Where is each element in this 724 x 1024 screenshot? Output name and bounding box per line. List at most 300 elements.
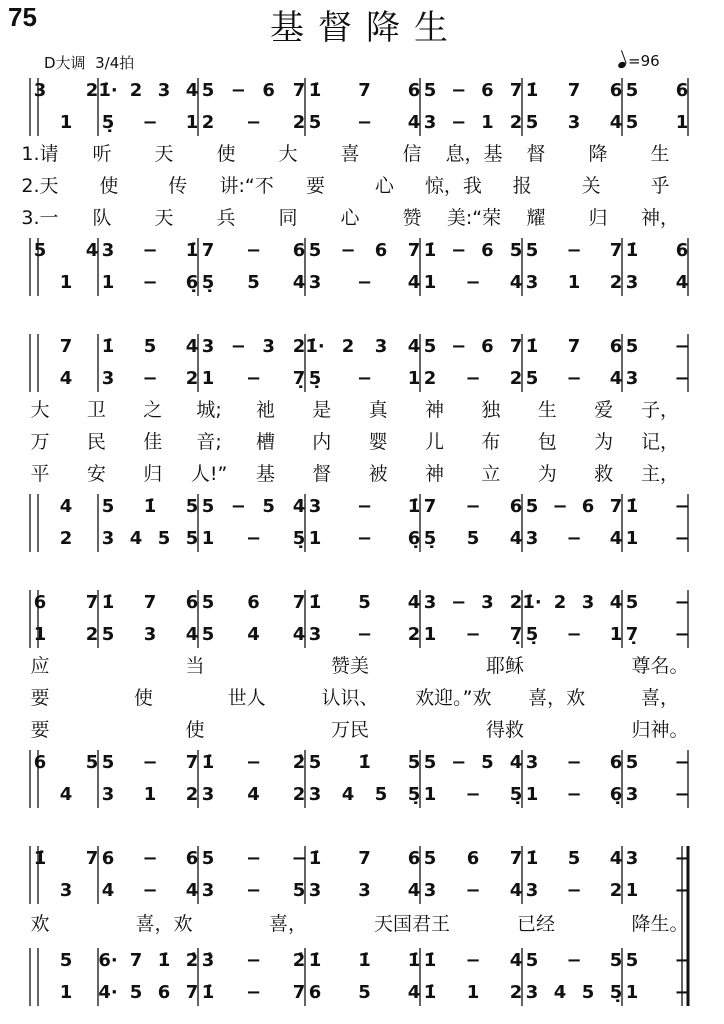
tenor-note: − [465,950,481,971]
soprano-note: 6 [675,80,689,101]
tenor-note: 1̇ [185,240,199,261]
lyric-word: 欢 [30,913,50,935]
tenor-note: 5 [33,240,47,261]
alto-note: 1 [185,112,199,133]
tenor-note: − [142,752,158,773]
tempo-value: =96 [628,52,660,70]
soprano-note: 7 [358,80,371,101]
soprano-note: 1̇ [525,80,539,101]
lyric-word: 喜， [268,913,308,935]
bass-note: − [356,528,373,549]
tenor-note: 1̇ [143,496,157,517]
lyric-word: 大 [30,399,50,421]
tenor-note: 6 [33,752,47,773]
soprano-note: 3 [33,80,47,101]
tenor-note: − [674,496,690,517]
lyric-word: 听 [92,143,112,165]
alto-note: − [451,112,467,133]
lyric-word: 被 [368,463,388,485]
alto-note: − [245,112,262,133]
bass-note: − [674,528,690,549]
tenor-note: − [674,752,690,773]
lyric-word: 民 [86,431,106,453]
tenor-note: 5 [609,950,623,971]
lyric-word: 赞 [402,207,422,229]
bass-note: 5 [129,982,143,1003]
alto-note: 4 [247,624,260,645]
lyric-word: 喜， [640,687,680,709]
lyric-word: 2.天 [21,175,59,197]
bass-note: 5 [247,272,260,293]
alto-note: 5 [308,112,322,133]
bass-note: 6̣ [609,784,623,805]
soprano-note: 1̇ [101,592,115,613]
tenor-note: 6 [292,240,306,261]
tenor-note: 1̇ [423,950,437,971]
tenor-note: 1̇ [201,752,215,773]
lyric-word: 救 [594,463,614,485]
tenor-note: 5 [525,496,539,517]
lyric-word: 兵 [216,207,236,229]
alto-note: − [566,368,582,389]
tenor-note: 5 [423,752,437,773]
soprano-note: − [291,848,307,869]
tenor-note: 1̇ [358,752,371,773]
alto-note: 2 [201,112,215,133]
alto-note: 5 [292,880,306,901]
soprano-note: 7 [358,848,371,869]
tenor-note: 6 [609,752,623,773]
bass-note: 1 [101,272,115,293]
bass-note: 4 [341,784,355,805]
soprano-note: 2 [553,592,567,613]
lyric-word: 尊名。 [631,655,689,677]
soprano-note: 3 [201,336,215,357]
bass-note: − [142,272,158,293]
lyric-word: 是 [312,399,332,421]
alto-note: 1 [675,112,689,133]
tenor-note: 7 [185,752,199,773]
soprano-note: 7 [292,80,306,101]
lyric-word: 万 [30,431,50,453]
alto-note: 5 [101,624,115,645]
bass-note: 1̇ [201,982,215,1003]
lyric-word: 城; [196,399,222,421]
alto-note: − [142,368,158,389]
soprano-note: − [230,80,246,101]
soprano-note: 7 [292,592,306,613]
alto-note: − [245,368,262,389]
soprano-note: 1̇ [33,848,47,869]
lyric-word: 真 [368,399,388,421]
tenor-note: 3 [101,240,115,261]
tenor-note: 7 [201,240,215,261]
lyric-word: 为 [594,431,614,453]
alto-note: − [465,368,481,389]
soprano-note: 1̇· [305,336,325,357]
tenor-note: 2̇ [292,950,306,971]
alto-note: − [566,880,582,901]
lyric-word: 主， [640,463,680,485]
soprano-note: 4 [407,336,421,357]
alto-note: 2 [407,624,421,645]
soprano-note: 1̇ [308,592,322,613]
alto-note: 2 [85,624,99,645]
bass-note: − [465,784,481,805]
alto-note: − [674,880,690,901]
soprano-note: 3 [157,80,171,101]
alto-note: 5 [201,624,215,645]
soprano-note: 5 [358,592,371,613]
soprano-note: 6 [481,336,494,357]
soprano-note: − [230,336,246,357]
lyric-word: 天国君王 [373,913,451,935]
soprano-note: 2 [85,80,99,101]
soprano-note: 1̇ [101,336,115,357]
tenor-note: 5 [509,240,523,261]
lyric-word: 婴 [368,431,388,453]
bass-note: 5 [581,982,595,1003]
soprano-note: 4 [185,80,199,101]
soprano-note: 5 [625,336,639,357]
lyric-word: 之 [143,399,163,421]
bass-note: 6̣ [407,528,421,549]
tenor-note: 7 [609,240,623,261]
soprano-note: 5 [423,848,437,869]
lyric-word: 乎 [650,175,670,197]
lyric-word: 喜，欢 [135,913,193,935]
tenor-note: − [230,496,246,517]
tenor-note: − [566,950,582,971]
lyric-word: 使 [185,719,205,741]
alto-note: 4 [609,368,623,389]
lyric-word: 欢迎。”欢 [415,687,492,709]
tenor-note: 4 [509,752,523,773]
alto-note: 3 [358,880,371,901]
alto-note: 3 [423,112,437,133]
soprano-note: 6 [247,592,260,613]
tenor-note: 5 [201,496,215,517]
soprano-note: 6 [262,80,275,101]
soprano-note: 4 [609,592,623,613]
alto-note: 3 [101,368,115,389]
soprano-note: 6 [481,80,494,101]
lyric-word: 记， [640,431,680,453]
lyric-word: 立 [481,463,501,485]
lyric-word: 要 [306,175,326,197]
alto-note: 5 [625,112,639,133]
soprano-note: 6 [33,592,47,613]
tenor-note: − [245,950,262,971]
bass-note: − [566,528,582,549]
soprano-note: − [245,848,262,869]
alto-note: 1 [201,368,215,389]
soprano-note: 6 [609,80,623,101]
alto-note: 3 [567,112,581,133]
soprano-note: 6 [185,592,199,613]
bass-note: 4 [129,528,143,549]
lyric-word: 人!” [190,463,228,485]
soprano-note: 2 [292,336,306,357]
soprano-note: − [674,848,690,869]
lyric-word: 天 [154,207,174,229]
lyric-word: 世人 [227,687,266,709]
bass-note: − [245,528,262,549]
tenor-note: − [245,240,262,261]
lyric-word: 音; [196,431,222,453]
bass-note: 2 [59,528,73,549]
lyric-word: 神 [425,399,445,421]
tenor-note: 4 [292,496,306,517]
lyric-word: 当 [185,655,205,677]
alto-note: 4 [101,880,115,901]
tenor-note: − [451,240,467,261]
lyric-word: 布 [481,431,501,453]
bass-note: 5̣ [407,784,421,805]
tenor-note: 6 [581,496,595,517]
bass-note: 3 [101,784,115,805]
alto-note: 1 [59,112,73,133]
alto-note: 2 [509,368,523,389]
soprano-note: 1̇· [98,80,118,101]
alto-note: 3 [143,624,157,645]
alto-note: − [674,368,690,389]
tenor-note: 6 [374,240,388,261]
soprano-note: 4 [185,336,199,357]
bass-note: 3 [625,272,639,293]
soprano-note: 1̇ [308,80,322,101]
lyric-word: 使 [216,143,236,165]
lyric-word: 使 [133,687,153,709]
tenor-note: 5 [625,752,639,773]
tenor-note: − [340,240,356,261]
tenor-note: 5 [101,752,115,773]
alto-note: − [356,368,373,389]
soprano-note: 5 [625,80,639,101]
bass-note: 7 [292,982,306,1003]
alto-note: 2 [509,112,523,133]
bass-note: 1 [525,784,539,805]
alto-note: 4 [292,624,306,645]
lyric-word: 心 [340,207,360,229]
alto-note: 2 [423,368,437,389]
lyric-word: 祂 [255,399,275,421]
lyric-word: 队 [92,207,112,229]
alto-note: 1 [407,368,421,389]
lyric-word: 归 [143,463,163,485]
lyric-word: 使 [99,175,119,197]
alto-note: 3 [59,880,73,901]
alto-note: 2 [292,112,306,133]
bass-note: 5 [374,784,388,805]
soprano-note: − [451,592,467,613]
soprano-note: 6 [609,336,623,357]
alto-note: 5 [525,368,539,389]
bass-note: 5̣ [201,272,215,293]
tenor-note: 5 [308,752,322,773]
soprano-note: 7 [509,80,523,101]
bass-note: 5̣ [609,982,623,1003]
bass-note: 1 [59,272,73,293]
alto-note: 4 [609,112,623,133]
tenor-note: 5 [101,496,115,517]
soprano-note: 7 [567,336,581,357]
soprano-note: 3 [625,848,639,869]
lyric-word: 生 [650,143,670,165]
tenor-note: 1̇ [358,950,371,971]
bass-note: 1 [143,784,157,805]
bass-note: 2 [185,784,199,805]
alto-note: − [566,624,582,645]
bass-note: 4 [292,272,306,293]
lyric-word: 天 [154,143,174,165]
tenor-note: 5 [185,496,199,517]
lyric-word: 耶稣 [485,655,525,677]
lyric-word: 大 [278,143,298,165]
bass-note: 4 [675,272,689,293]
bass-note: 4 [407,272,421,293]
alto-note: 7̣ [509,624,523,645]
hymn-title: 基督降生 [270,8,462,48]
tenor-note: − [465,496,481,517]
alto-note: − [142,880,158,901]
soprano-note: 2 [341,336,355,357]
bass-note: 1 [423,784,437,805]
alto-note: − [674,624,690,645]
lyric-word: 督 [526,143,546,165]
bass-note: − [245,982,262,1003]
alto-note: 3 [625,368,639,389]
soprano-note: 7 [509,336,523,357]
lyric-word: 槽 [255,431,275,453]
alto-note: 5̣ [308,368,322,389]
tenor-note: − [552,496,568,517]
alto-note: 2 [609,880,623,901]
bass-note: 3 [308,784,322,805]
lyric-word: 内 [312,431,332,453]
bass-note: 1 [625,982,639,1003]
bass-note: 1 [466,982,480,1003]
bass-note: 4 [509,528,523,549]
alto-note: 4 [407,112,421,133]
soprano-note: 5 [423,336,437,357]
lyric-word: 爱 [594,399,614,421]
lyric-word: 为 [537,463,557,485]
bass-note: 7 [185,982,199,1003]
lyric-word: 应 [30,655,50,677]
tenor-note: 3 [525,752,539,773]
bass-note: 3 [525,528,539,549]
alto-note: − [465,624,481,645]
soprano-note: 6 [466,848,480,869]
bass-note: 4 [509,272,523,293]
lyric-word: 心 [374,175,394,197]
lyric-word: 佳 [143,431,163,453]
alto-note: 3 [423,880,437,901]
bass-note: 4 [553,982,567,1003]
tenor-note: 1̇ [625,496,639,517]
bass-note: 4 [407,982,421,1003]
bass-note: 3 [201,784,215,805]
soprano-note: 5 [143,336,157,357]
soprano-note: 7 [567,80,581,101]
bass-note: 6 [157,982,171,1003]
alto-note: 1 [625,880,639,901]
lyric-word: 降生。 [631,913,689,935]
lyric-word: 报 [512,175,532,197]
lyric-word: 传 [168,175,188,197]
bass-note: 3 [101,528,115,549]
lyric-word: 认识、 [321,687,379,709]
alto-note: 4 [185,880,199,901]
soprano-note: 6 [185,848,199,869]
lyric-word: 子， [640,399,680,421]
tenor-note: 1̇ [308,950,322,971]
soprano-note: 5 [201,848,215,869]
tenor-note: 5 [525,950,539,971]
bass-note: 5 [185,528,199,549]
tenor-note: 6 [509,496,523,517]
alto-note: 4 [185,624,199,645]
key-signature: D大调 [44,54,86,72]
tenor-note: 3̇ [201,950,215,971]
tenor-note: 5 [262,496,275,517]
alto-note: − [142,112,158,133]
soprano-note: 7 [59,336,73,357]
bass-note: 2 [509,982,523,1003]
bass-note: 3 [625,784,639,805]
bass-note: 1 [567,272,581,293]
tenor-note: 1̇ [157,950,171,971]
soprano-note: 1̇ [525,848,539,869]
lyric-word: 基 [255,463,275,485]
soprano-note: 1̇· [522,592,542,613]
bass-note: 3 [525,272,539,293]
soprano-note: − [142,848,158,869]
soprano-note: − [451,336,467,357]
soprano-note: 7 [143,592,157,613]
tenor-note: − [674,950,690,971]
soprano-note: 3 [581,592,595,613]
alto-note: 5̣ [525,624,539,645]
lyric-word: 惊，我 [424,175,482,197]
lyric-word: 同 [278,207,298,229]
tenor-note: 3 [308,496,322,517]
tenor-note: − [356,496,373,517]
soprano-note: 5 [201,80,215,101]
tenor-note: − [566,752,582,773]
tenor-note: 5 [59,950,73,971]
soprano-note: 2 [129,80,143,101]
bass-note: − [465,272,481,293]
tenor-note: 4 [59,496,73,517]
soprano-note: 4 [407,592,421,613]
alto-note: 1 [609,624,623,645]
soprano-note: 5 [423,80,437,101]
tenor-note: − [245,752,262,773]
lyric-word: 得救 [485,719,525,741]
alto-note: − [356,112,373,133]
tenor-note: 5 [525,240,539,261]
lyric-word: 独 [481,399,501,421]
soprano-note: 1̇ [308,848,322,869]
tenor-note: − [566,240,582,261]
bass-note: − [674,784,690,805]
lyric-word: 生 [537,399,557,421]
tenor-note: 5 [85,752,99,773]
alto-note: 1 [423,624,437,645]
lyric-word: 要 [30,687,50,709]
